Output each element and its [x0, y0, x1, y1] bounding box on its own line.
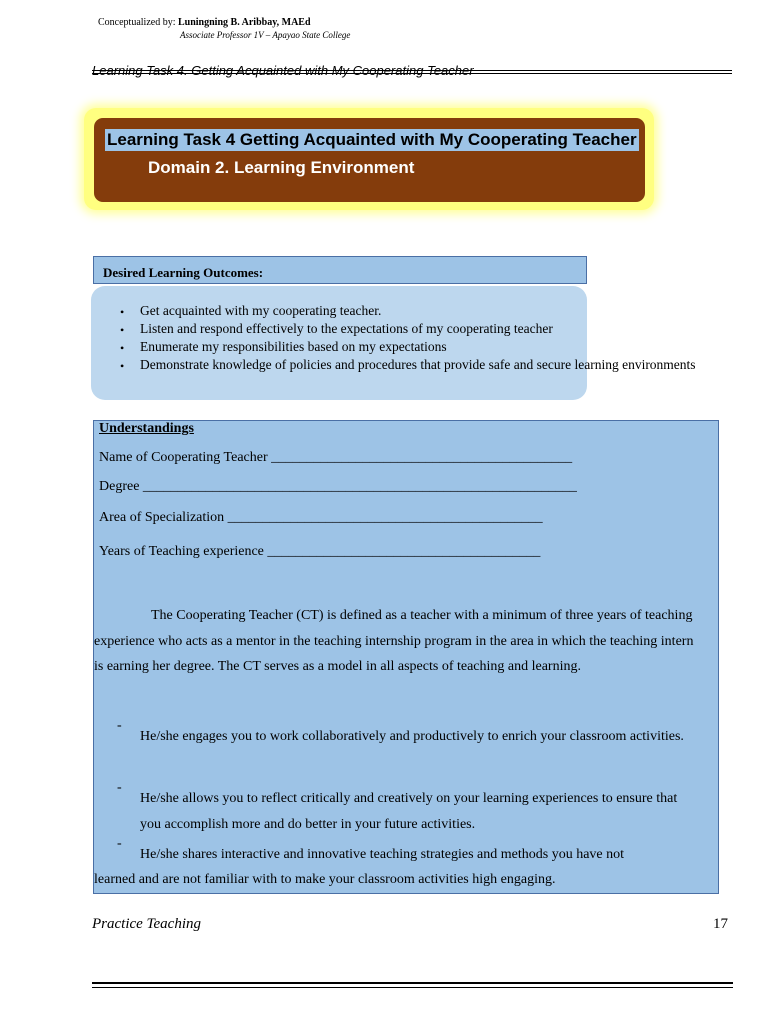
footer-rule — [92, 982, 733, 984]
ct-role-item: He/she shares interactive and innovative teaching strategies and methods you have not — [140, 847, 625, 862]
bullet-mark: - — [117, 780, 122, 795]
ct-role-item-continued: learned and are not familiar with to make your classroom activities high engaging. — [94, 872, 556, 887]
credit-label: Conceptualized by: — [98, 17, 178, 28]
outcomes-list — [118, 302, 698, 374]
list-item: • Enumerate my responsibilities based on my expectations — [118, 338, 698, 356]
list-item: • Demonstrate knowledge of policies and procedures that provide safe and secure learning environments — [118, 356, 698, 374]
understandings-heading: Understandings — [99, 421, 194, 436]
list-item: • Get acquainted with my cooperating teacher. — [118, 302, 698, 320]
header-rule — [92, 73, 732, 74]
field-cooperating-teacher: Name of Cooperating Teacher ___________________________________________ — [99, 450, 573, 465]
ct-role-item: He/she engages you to work collaboratively and productively to enrich your classroom activities. — [140, 729, 684, 744]
credit-position: Associate Professor 1V – Apayao State College — [180, 30, 351, 40]
page-number: 17 — [713, 916, 728, 932]
field-degree: Degree ______________________________________________________________ — [99, 479, 577, 494]
field-teaching-experience: Years of Teaching experience _______________________________________ — [99, 544, 541, 559]
bullet-mark: - — [117, 718, 122, 733]
field-specialization: Area of Specialization _____________________________________________ — [99, 510, 543, 525]
domain-subtitle: Domain 2. Learning Environment — [148, 158, 415, 177]
bullet-mark: - — [117, 836, 122, 851]
ct-role-item: He/she allows you to reflect critically and creatively on your learning experiences to ensure that you accomplish more and do better in your future activities. — [140, 791, 678, 832]
outcomes-heading: Desired Learning Outcomes: — [103, 265, 264, 280]
footer-rule — [92, 987, 733, 988]
task-title: Learning Task 4 Getting Acquainted with My Cooperating Teacher — [107, 130, 637, 149]
ct-definition-paragraph: The Cooperating Teacher (CT) is defined as a teacher with a minimum of three years of teaching experience who acts as a mentor in the teaching internship program in the area in which the teaching intern is earning her degree. The CT serves as a model in all aspects of teaching and learning. — [94, 608, 694, 674]
outcomes-header — [93, 256, 587, 284]
list-item: • Listen and respond effectively to the expectations of my cooperating teacher — [118, 320, 698, 338]
credit-name: Luningning B. Aribbay, MAEd — [177, 17, 311, 28]
footer-title: Practice Teaching — [92, 916, 202, 932]
author-credit — [98, 16, 350, 42]
header-rule — [92, 70, 732, 71]
